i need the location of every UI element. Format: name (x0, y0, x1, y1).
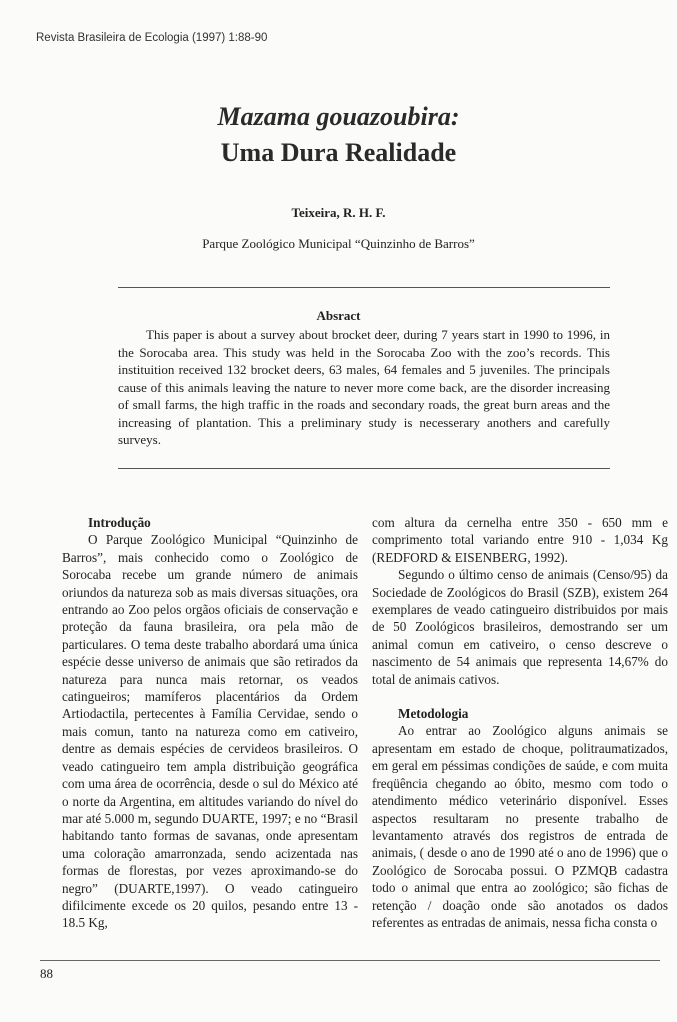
method-heading: Metodologia (398, 706, 469, 722)
right-column (372, 514, 668, 931)
article-title-species: Mazama gouazoubira: (217, 102, 460, 131)
journal-reference: Revista Brasileira de Ecologia (1997) 1:88-90 (36, 32, 268, 44)
author-name: Teixeira, R. H. F. (291, 205, 386, 220)
abstract-text: This paper is about a survey about brocket deer, during 7 years start in 1990 to 1996, in the Sorocaba area. This study was held in the Sorocaba Zoo with the zoo’s records. This instituition received 132 brocket deers, 63 males, 64 females and 5 juveniles. The principals cause of this animals leaving the nature to never more come back, are the disorder increasing of small farms, the high traffic in the roads and secondary roads, the great burn areas and the increasing of plantation. This a preliminary study is necesserary anothers and carefully surveys. (118, 327, 610, 447)
intro-paragraph: O Parque Zoológico Municipal “Quinzinho de Barros”, mais conhecido como o Zoológico de Sorocaba recebe um grande número de animais oriundos da natureza sob as mais diversas situações, ora entrando ao Zoo pelos orgãos oficiais de conservação e proteção da fauna brasileira, ora pela mão de particulares. O tema deste trabalho abordará uma única espécie desse universo de animais que são retirados da natureza para nunca mais retornar, os veados catingueiros; mamíferos placentários da Ordem Artiodactila, pertecentes à Família Cervidae, sendo o mais comun, tanto na natureza como em cativeiro, dentre as demais espécies de cervideos brasileiros. O veado catingueiro tem ampla distribuição geográfica com uma área de ocorrência, desde o sul do México até o norte da Argentina, em altitudes variando do nível do mar até 5.000 m, segundo DUARTE, 1997; e no “Brasil habitando tanto formas de savanas, onde apresentam uma coloração amarronzada, sendo acizentada nas formas de florestas, por vezes aproximando-se do negro” (DUARTE,1997). O veado catingueiro difilcimente excede os 20 quilos, pesando entre 13 - 18.5 Kg, (62, 532, 358, 931)
abstract-top-rule (118, 287, 610, 288)
page-number: 88 (40, 966, 53, 981)
method-paragraph: Ao entrar ao Zoológico alguns animais se apresentam em estado de choque, politraumatizados, em geral em péssimas condições de saúde, e com muita freqüência chegando ao óbito, mesmo com todo o atendimento médico veterinário disponível. Esses aspectos resultaram no presente trabalho de levantamento através dos registros de entrada de animais, ( desde o ano de 1990 até o ano de 1996) que o Zoológico de Sorocaba possui. O PZMQB cadastra todo o animal que entra ao zoológico; são fichas de retenção / doação onde são anotados os dados referentes as entradas de animais, nessa ficha consta o (372, 723, 668, 930)
intro-heading: Introdução (88, 515, 151, 530)
census-paragraph: Segundo o último censo de animais (Censo/95) da Sociedade de Zoológicos do Brasil (SZB), existem 264 exemplares de veado catingueiro distribuidos por mais de 50 Zoológicos brasileiros, demostrando ser um animal comun em cativeiro, o censo descreve o nascimento de 54 animais que representa 14,67% do total de animais cativos. (372, 567, 668, 687)
footer-rule (40, 960, 660, 961)
section-gap (372, 688, 668, 705)
author-affiliation: Parque Zoológico Municipal “Quinzinho de Barros” (202, 236, 475, 251)
abstract-bottom-rule (118, 468, 610, 469)
continuation-paragraph: com altura da cernelha entre 350 - 650 mm e comprimento total variando entre 910 - 1,034 Kg (REDFORD & EISENBERG, 1992). (372, 515, 668, 565)
abstract-heading: Absract (316, 308, 361, 323)
left-column (62, 514, 358, 932)
article-title-subtitle: Uma Dura Realidade (220, 138, 457, 167)
